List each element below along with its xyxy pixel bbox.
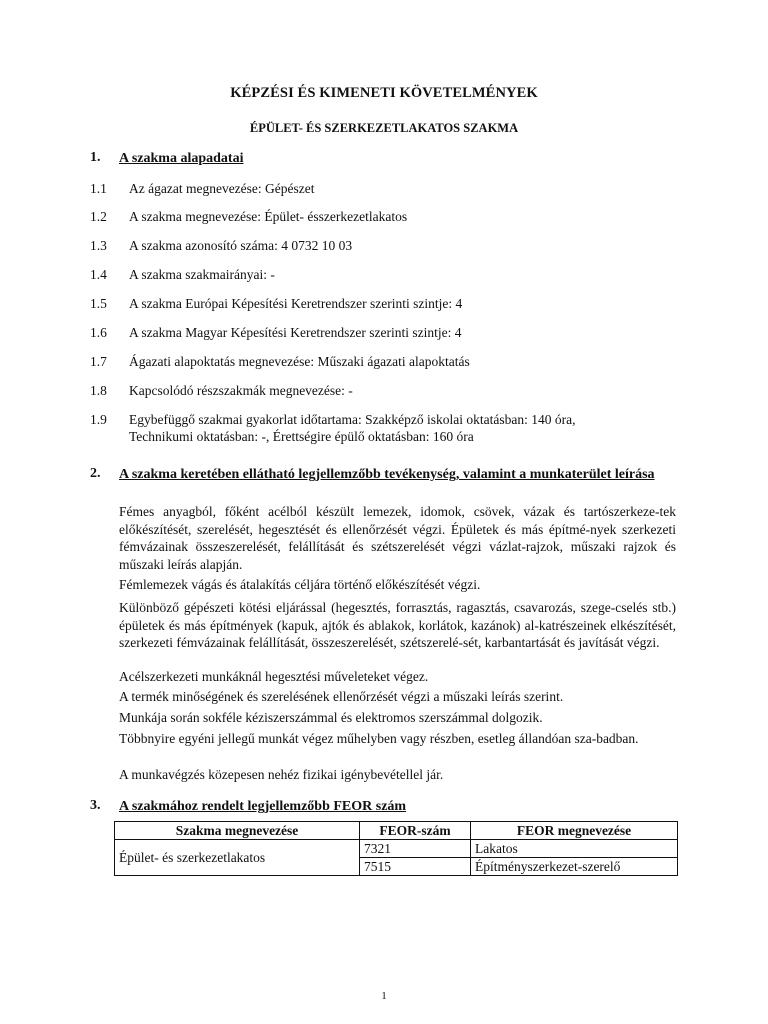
page-number: 1 (381, 990, 387, 1002)
item-text: Ágazati alapoktatás megnevezése: Műszaki ágazati alapoktatás (129, 354, 470, 369)
item-number: 1.1 (90, 181, 107, 196)
item-text: A szakma Európai Képesítési Keretrendszer szerinti szintje: 4 (129, 296, 463, 311)
paragraph: Többnyire egyéni jellegű munkát végez műhelyben vagy részben, esetleg állandóan sza-badban. (119, 731, 639, 746)
table-row (115, 840, 678, 858)
paragraph: Acélszerkezeti munkáknál hegesztési műveleteket végez. (119, 669, 429, 684)
paragraph: Munkája során sokféle kéziszerszámmal és elektromos szerszámmal dolgozik. (119, 710, 543, 725)
feor-code-cell: 7321 (360, 840, 471, 858)
paragraph: A termék minőségének és szerelésének ellenőrzését végzi a műszaki leírás szerint. (119, 689, 564, 704)
section-title: A szakma alapadatai (119, 151, 244, 166)
profession-cell: Épület- és szerkezetlakatos (115, 840, 360, 876)
document-subtitle: ÉPÜLET- ÉS SZERKEZETLAKATOS SZAKMA (249, 121, 519, 135)
paragraph: Különböző gépészeti kötési eljárással (hegesztés, forrasztás, ragasztás, csavarozás, szege-cselés stb.) épületek és más építmények (kapuk, ajtók és ablakok, korlátok, kazánok) al-katrészeinek elkészítését, szerkezeti fémvázainak felállítását, összeszerelését, szétszerelé-sét, karbantartását és javítását végzi. (119, 600, 676, 650)
item-number: 1.7 (90, 354, 107, 369)
paragraph: Fémes anyagból, főként acélból készült lemezek, idomok, csövek, vázak és tartószerkeze-tek előkészítését, szerelését, hegesztését és ellenőrzését végzi. Épületek és más építmé-nyek szerkezeti fémvázainak összeszerelését, felállítását és szétszerelését végzi vázlat-rajzok, műszaki rajzok és műszaki leírás alapján. (119, 504, 676, 572)
section-number: 3. (90, 798, 101, 813)
feor-name-cell: Lakatos (471, 840, 678, 858)
table-header-row (115, 822, 678, 840)
item-text: A szakma szakmairányai: - (129, 267, 275, 282)
column-header: FEOR-szám (360, 822, 471, 840)
document-title: KÉPZÉSI ÉS KIMENETI KÖVETELMÉNYEK (230, 85, 538, 101)
paragraph: Fémlemezek vágás és átalakítás céljára történő előkészítését végzi. (119, 577, 481, 592)
item-number: 1.8 (90, 383, 107, 398)
column-header: FEOR megnevezése (471, 822, 678, 840)
item-number: 1.5 (90, 296, 107, 311)
item-number: 1.6 (90, 325, 107, 340)
item-text: A szakma Magyar Képesítési Keretrendszer szerinti szintje: 4 (129, 325, 462, 340)
item-text: A szakma azonosító száma: 4 0732 10 03 (129, 238, 353, 253)
section-number: 2. (90, 466, 101, 481)
item-text: A szakma megnevezése: Épület- ésszerkezetlakatos (129, 209, 408, 224)
feor-table (114, 821, 678, 876)
item-number: 1.4 (90, 267, 107, 282)
item-text: Technikumi oktatásban: -, Érettségire épülő oktatásban: 160 óra (129, 429, 474, 444)
section-title: A szakma keretében ellátható legjellemzőbb tevékenység, valamint a munkaterület leírása (119, 467, 655, 482)
paragraph: A munkavégzés közepesen nehéz fizikai igénybevétellel jár. (119, 767, 444, 782)
section-number: 1. (90, 150, 101, 165)
item-number: 1.9 (90, 412, 107, 427)
item-text: Az ágazat megnevezése: Gépészet (129, 181, 315, 196)
column-header: Szakma megnevezése (115, 822, 360, 840)
item-number: 1.3 (90, 238, 107, 253)
feor-code-cell: 7515 (360, 858, 471, 876)
item-text: Egybefüggő szakmai gyakorlat időtartama: Szakképző iskolai oktatásban: 140 óra, (129, 412, 576, 427)
item-number: 1.2 (90, 209, 107, 224)
item-text: Kapcsolódó részszakmák megnevezése: - (129, 383, 353, 398)
section-title: A szakmához rendelt legjellemzőbb FEOR szám (119, 799, 407, 814)
feor-name-cell: Építményszerkezet-szerelő (471, 858, 678, 876)
